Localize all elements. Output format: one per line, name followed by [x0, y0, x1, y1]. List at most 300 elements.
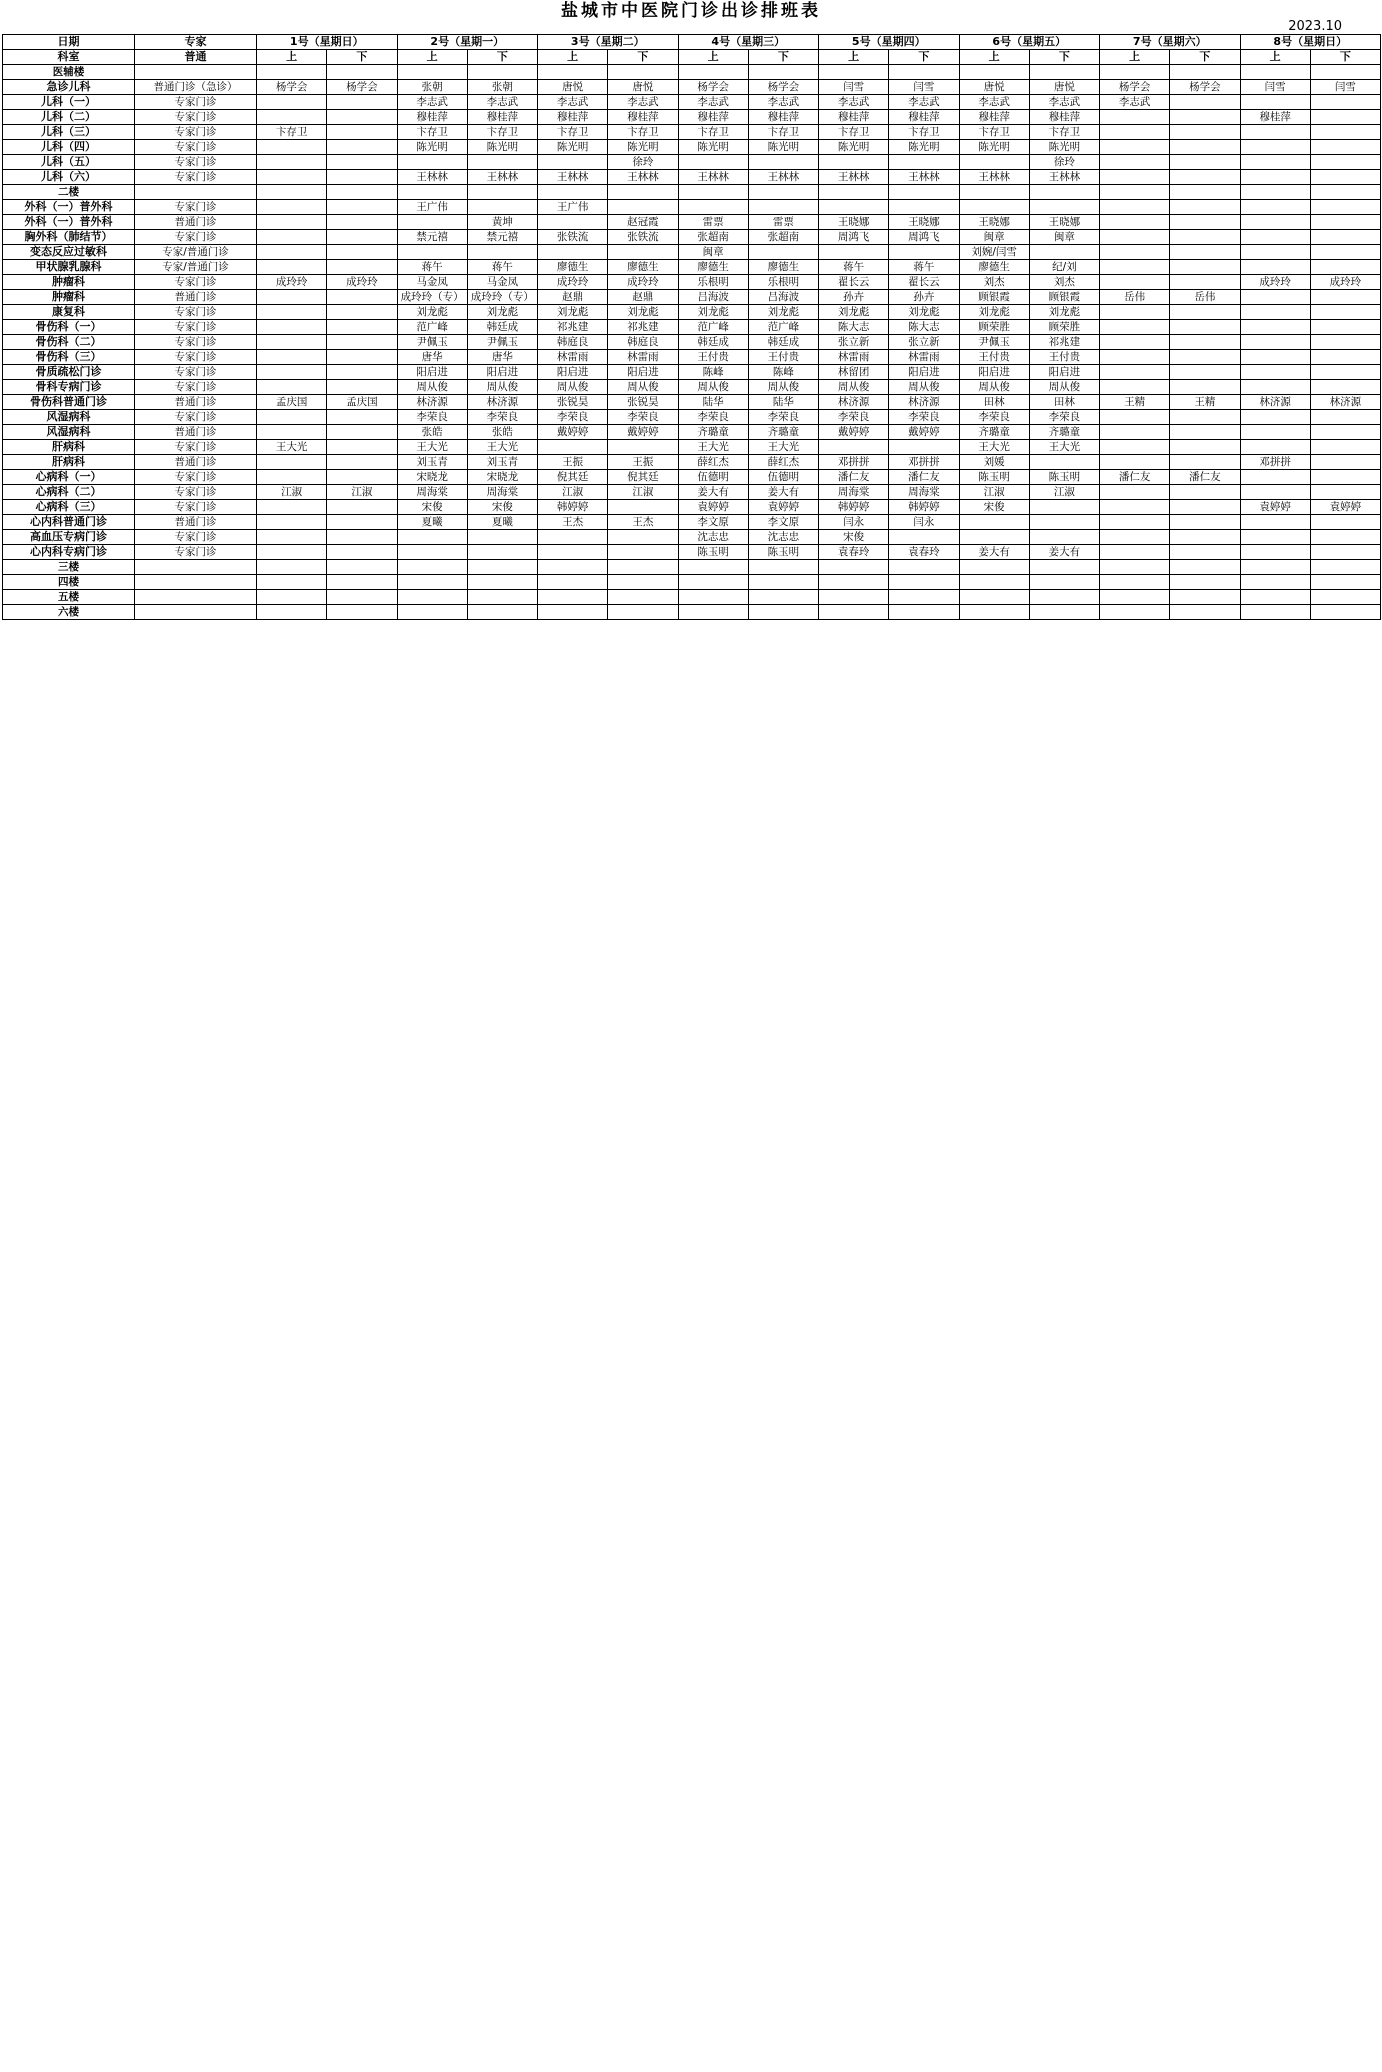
doctor-cell — [1100, 275, 1170, 290]
doctor-cell: 翟长云 — [819, 275, 889, 290]
doctor-cell — [327, 425, 397, 440]
doctor-cell — [327, 335, 397, 350]
schedule-cell — [748, 605, 818, 620]
clinic-type-cell: 专家门诊 — [135, 380, 257, 395]
doctor-cell: 卞存卫 — [397, 125, 467, 140]
doctor-cell — [1310, 410, 1380, 425]
doctor-cell: 陈光明 — [538, 140, 608, 155]
doctor-cell: 潘仁友 — [1170, 470, 1240, 485]
clinic-type-cell: 专家门诊 — [135, 170, 257, 185]
doctor-cell: 张皓 — [467, 425, 537, 440]
doctor-cell: 穆桂萍 — [467, 110, 537, 125]
doctor-cell — [608, 545, 678, 560]
doctor-cell — [1100, 365, 1170, 380]
doctor-cell: 乐根明 — [678, 275, 748, 290]
doctor-cell: 闽章 — [959, 230, 1029, 245]
doctor-cell — [1100, 515, 1170, 530]
schedule-cell — [257, 575, 327, 590]
doctor-cell: 禁元禧 — [467, 230, 537, 245]
doctor-cell: 戴婷婷 — [889, 425, 959, 440]
doctor-cell: 廖德生 — [678, 260, 748, 275]
doctor-cell — [1029, 530, 1099, 545]
schedule-cell — [1240, 65, 1310, 80]
doctor-cell: 穆桂萍 — [819, 110, 889, 125]
doctor-cell: 邓拼拼 — [889, 455, 959, 470]
doctor-cell: 江淑 — [608, 485, 678, 500]
schedule-cell — [889, 590, 959, 605]
doctor-cell — [257, 215, 327, 230]
doctor-cell — [1170, 410, 1240, 425]
doctor-cell: 杨学会 — [748, 80, 818, 95]
doctor-cell — [538, 245, 608, 260]
schedule-cell — [397, 65, 467, 80]
schedule-cell — [327, 605, 397, 620]
doctor-cell: 刘龙彪 — [959, 305, 1029, 320]
doctor-cell: 刘杰 — [959, 275, 1029, 290]
doctor-cell — [327, 155, 397, 170]
doctor-cell: 周海棠 — [889, 485, 959, 500]
department-cell: 儿科（五） — [3, 155, 135, 170]
doctor-cell: 张锐昊 — [538, 395, 608, 410]
doctor-cell — [1310, 470, 1380, 485]
doctor-cell: 王大光 — [467, 440, 537, 455]
table-row — [3, 155, 1381, 170]
doctor-cell: 周从俊 — [1029, 380, 1099, 395]
doctor-cell — [327, 305, 397, 320]
schedule-cell — [678, 65, 748, 80]
doctor-cell: 陈光明 — [467, 140, 537, 155]
doctor-cell — [397, 545, 467, 560]
doctor-cell — [327, 95, 397, 110]
doctor-cell: 刘玉青 — [397, 455, 467, 470]
header-cell: 上 — [257, 50, 327, 65]
doctor-cell — [1100, 305, 1170, 320]
doctor-cell — [889, 155, 959, 170]
doctor-cell: 王付贵 — [1029, 350, 1099, 365]
doctor-cell — [327, 170, 397, 185]
doctor-cell: 林济源 — [1310, 395, 1380, 410]
doctor-cell: 陈玉明 — [748, 545, 818, 560]
doctor-cell — [538, 155, 608, 170]
doctor-cell: 周从俊 — [467, 380, 537, 395]
doctor-cell: 闫雪 — [1310, 80, 1380, 95]
doctor-cell: 张超南 — [748, 230, 818, 245]
doctor-cell: 林济源 — [397, 395, 467, 410]
doctor-cell: 李荣良 — [678, 410, 748, 425]
doctor-cell: 张铁流 — [538, 230, 608, 245]
table-row — [3, 530, 1381, 545]
doctor-cell: 王晓娜 — [1029, 215, 1099, 230]
doctor-cell: 张锐昊 — [608, 395, 678, 410]
doctor-cell: 陈光明 — [608, 140, 678, 155]
doctor-cell: 李荣良 — [1029, 410, 1099, 425]
doctor-cell: 闫雪 — [819, 80, 889, 95]
schedule-cell — [1029, 560, 1099, 575]
header-cell: 5号（星期四） — [819, 35, 960, 50]
doctor-cell: 戴婷婷 — [538, 425, 608, 440]
table-row — [3, 230, 1381, 245]
header-cell: 下 — [608, 50, 678, 65]
department-cell: 儿科（六） — [3, 170, 135, 185]
doctor-cell: 周从俊 — [819, 380, 889, 395]
doctor-cell: 陈光明 — [959, 140, 1029, 155]
doctor-cell: 成玲玲（专） — [467, 290, 537, 305]
doctor-cell — [327, 455, 397, 470]
header-cell: 上 — [678, 50, 748, 65]
doctor-cell — [1170, 455, 1240, 470]
doctor-cell: 张朝 — [397, 80, 467, 95]
doctor-cell: 李志武 — [819, 95, 889, 110]
department-cell: 风湿病科 — [3, 410, 135, 425]
doctor-cell — [1029, 245, 1099, 260]
schedule-cell — [748, 185, 818, 200]
doctor-cell: 夏曦 — [397, 515, 467, 530]
department-cell: 骨质疏松门诊 — [3, 365, 135, 380]
table-row — [3, 305, 1381, 320]
doctor-cell: 穆桂萍 — [397, 110, 467, 125]
schedule-cell — [257, 65, 327, 80]
schedule-cell — [1240, 560, 1310, 575]
doctor-cell — [327, 470, 397, 485]
doctor-cell — [1170, 200, 1240, 215]
table-row — [3, 350, 1381, 365]
doctor-cell — [327, 530, 397, 545]
doctor-cell: 刘龙彪 — [678, 305, 748, 320]
doctor-cell: 袁婷婷 — [1240, 500, 1310, 515]
department-cell: 心病科（一） — [3, 470, 135, 485]
doctor-cell — [959, 200, 1029, 215]
table-row — [3, 215, 1381, 230]
schedule-cell — [819, 185, 889, 200]
doctor-cell: 王大光 — [748, 440, 818, 455]
doctor-cell — [1100, 320, 1170, 335]
schedule-cell — [327, 65, 397, 80]
doctor-cell — [748, 155, 818, 170]
header-cell: 上 — [959, 50, 1029, 65]
clinic-type-cell: 专家门诊 — [135, 125, 257, 140]
department-cell: 肿瘤科 — [3, 290, 135, 305]
doctor-cell — [889, 245, 959, 260]
schedule-cell — [135, 575, 257, 590]
doctor-cell — [1240, 470, 1310, 485]
schedule-cell — [1170, 575, 1240, 590]
doctor-cell: 周海棠 — [467, 485, 537, 500]
clinic-type-cell: 专家/普通门诊 — [135, 245, 257, 260]
doctor-cell: 宋俊 — [819, 530, 889, 545]
floor-label: 二楼 — [3, 185, 135, 200]
schedule-cell — [257, 185, 327, 200]
schedule-cell — [1310, 65, 1380, 80]
department-cell: 外科（一）普外科 — [3, 215, 135, 230]
doctor-cell: 闫雪 — [889, 80, 959, 95]
doctor-cell: 陈峰 — [678, 365, 748, 380]
doctor-cell: 唐悦 — [1029, 80, 1099, 95]
table-row — [3, 500, 1381, 515]
doctor-cell — [257, 140, 327, 155]
doctor-cell — [257, 470, 327, 485]
schedule-cell — [959, 65, 1029, 80]
doctor-cell: 陈光明 — [819, 140, 889, 155]
doctor-cell: 阳启进 — [397, 365, 467, 380]
doctor-cell: 王付贵 — [748, 350, 818, 365]
schedule-cell — [1310, 185, 1380, 200]
doctor-cell — [1100, 545, 1170, 560]
doctor-cell: 王林林 — [819, 170, 889, 185]
doctor-cell — [327, 245, 397, 260]
doctor-cell: 祁兆建 — [608, 320, 678, 335]
schedule-cell — [467, 560, 537, 575]
doctor-cell: 周从俊 — [538, 380, 608, 395]
schedule-cell — [257, 590, 327, 605]
doctor-cell: 韩廷成 — [678, 335, 748, 350]
doctor-cell: 卞存卫 — [819, 125, 889, 140]
doctor-cell — [1170, 125, 1240, 140]
doctor-cell: 吕海波 — [748, 290, 818, 305]
doctor-cell — [1170, 530, 1240, 545]
clinic-type-cell: 专家门诊 — [135, 200, 257, 215]
floor-label: 四楼 — [3, 575, 135, 590]
doctor-cell — [1310, 530, 1380, 545]
doctor-cell — [327, 320, 397, 335]
schedule-cell — [397, 605, 467, 620]
doctor-cell: 韩婷婷 — [889, 500, 959, 515]
schedule-cell — [748, 590, 818, 605]
clinic-type-cell: 专家门诊 — [135, 485, 257, 500]
doctor-cell — [1240, 170, 1310, 185]
schedule-cell — [327, 590, 397, 605]
doctor-cell — [1310, 380, 1380, 395]
doctor-cell — [1170, 425, 1240, 440]
doctor-cell: 江淑 — [257, 485, 327, 500]
doctor-cell: 倪其廷 — [538, 470, 608, 485]
schedule-cell — [538, 590, 608, 605]
doctor-cell: 闫永 — [889, 515, 959, 530]
doctor-cell — [257, 110, 327, 125]
schedule-table — [2, 34, 1381, 620]
schedule-cell — [1240, 590, 1310, 605]
clinic-type-cell: 普通门诊（急诊） — [135, 80, 257, 95]
doctor-cell — [327, 200, 397, 215]
doctor-cell: 田林 — [1029, 395, 1099, 410]
doctor-cell: 廖德生 — [538, 260, 608, 275]
doctor-cell: 成玲玲 — [1240, 275, 1310, 290]
header-cell: 上 — [397, 50, 467, 65]
doctor-cell: 赵鼎 — [538, 290, 608, 305]
doctor-cell — [257, 170, 327, 185]
doctor-cell — [1240, 305, 1310, 320]
floor-label: 五楼 — [3, 590, 135, 605]
doctor-cell: 张皓 — [397, 425, 467, 440]
doctor-cell: 夏曦 — [467, 515, 537, 530]
doctor-cell — [889, 530, 959, 545]
schedule-cell — [1100, 605, 1170, 620]
doctor-cell — [257, 95, 327, 110]
doctor-cell: 王大光 — [678, 440, 748, 455]
doctor-cell: 邓拼拼 — [819, 455, 889, 470]
doctor-cell: 林雷雨 — [538, 350, 608, 365]
doctor-cell — [257, 200, 327, 215]
header-cell: 下 — [467, 50, 537, 65]
doctor-cell — [1310, 365, 1380, 380]
floor-label: 医辅楼 — [3, 65, 135, 80]
schedule-cell — [467, 185, 537, 200]
floor-row — [3, 65, 1381, 80]
schedule-cell — [135, 605, 257, 620]
schedule-cell — [748, 65, 818, 80]
doctor-cell: 孙卉 — [819, 290, 889, 305]
doctor-cell: 韩庭良 — [608, 335, 678, 350]
schedule-cell — [1029, 605, 1099, 620]
doctor-cell: 江淑 — [327, 485, 397, 500]
schedule-cell — [608, 605, 678, 620]
department-cell: 心病科（二） — [3, 485, 135, 500]
schedule-cell — [1310, 605, 1380, 620]
doctor-cell: 李荣良 — [397, 410, 467, 425]
doctor-cell — [257, 455, 327, 470]
doctor-cell — [327, 380, 397, 395]
doctor-cell — [748, 200, 818, 215]
department-cell: 骨伤科（三） — [3, 350, 135, 365]
doctor-cell: 袁春玲 — [889, 545, 959, 560]
doctor-cell — [1240, 140, 1310, 155]
doctor-cell: 袁婷婷 — [748, 500, 818, 515]
doctor-cell: 成玲玲 — [257, 275, 327, 290]
doctor-cell: 袁婷婷 — [678, 500, 748, 515]
doctor-cell: 马金凤 — [397, 275, 467, 290]
doctor-cell: 唐悦 — [608, 80, 678, 95]
clinic-type-cell: 专家门诊 — [135, 140, 257, 155]
doctor-cell — [1100, 380, 1170, 395]
doctor-cell — [1100, 530, 1170, 545]
doctor-cell — [1310, 305, 1380, 320]
header-cell: 下 — [1170, 50, 1240, 65]
doctor-cell — [1170, 140, 1240, 155]
doctor-cell: 纪/刘 — [1029, 260, 1099, 275]
schedule-cell — [819, 605, 889, 620]
table-row — [3, 545, 1381, 560]
table-row — [3, 395, 1381, 410]
schedule-cell — [327, 575, 397, 590]
doctor-cell — [257, 380, 327, 395]
table-row — [3, 320, 1381, 335]
schedule-cell — [327, 185, 397, 200]
doctor-cell: 刘媛 — [959, 455, 1029, 470]
department-cell: 心病科（三） — [3, 500, 135, 515]
doctor-cell: 王晓娜 — [819, 215, 889, 230]
doctor-cell — [467, 545, 537, 560]
doctor-cell: 刘龙彪 — [819, 305, 889, 320]
doctor-cell: 薛红杰 — [748, 455, 818, 470]
doctor-cell: 张立新 — [819, 335, 889, 350]
clinic-type-cell: 专家门诊 — [135, 440, 257, 455]
doctor-cell: 徐玲 — [1029, 155, 1099, 170]
doctor-cell — [1240, 365, 1310, 380]
schedule-cell — [1029, 65, 1099, 80]
doctor-cell: 李志武 — [467, 95, 537, 110]
doctor-cell: 宋俊 — [467, 500, 537, 515]
department-cell: 骨伤科（一） — [3, 320, 135, 335]
header-cell: 下 — [327, 50, 397, 65]
doctor-cell — [1240, 245, 1310, 260]
doctor-cell: 沈志忠 — [748, 530, 818, 545]
doctor-cell — [1240, 95, 1310, 110]
doctor-cell: 王杰 — [538, 515, 608, 530]
doctor-cell — [1100, 440, 1170, 455]
doctor-cell — [327, 110, 397, 125]
doctor-cell — [1170, 350, 1240, 365]
doctor-cell: 周鸿飞 — [819, 230, 889, 245]
doctor-cell — [1100, 230, 1170, 245]
doctor-cell: 陈大志 — [889, 320, 959, 335]
doctor-cell — [1100, 485, 1170, 500]
doctor-cell — [1100, 170, 1170, 185]
header-cell: 1号（星期日） — [257, 35, 398, 50]
doctor-cell: 陈玉明 — [678, 545, 748, 560]
clinic-type-cell: 专家门诊 — [135, 155, 257, 170]
doctor-cell: 张铁流 — [608, 230, 678, 245]
doctor-cell: 穆桂萍 — [678, 110, 748, 125]
schedule-cell — [538, 185, 608, 200]
header-cell: 4号（星期三） — [678, 35, 819, 50]
doctor-cell — [1029, 200, 1099, 215]
doctor-cell: 杨学会 — [1100, 80, 1170, 95]
doctor-cell: 李荣良 — [748, 410, 818, 425]
header-row-dates — [3, 35, 1381, 50]
department-cell: 肝病科 — [3, 440, 135, 455]
table-row — [3, 365, 1381, 380]
doctor-cell — [1310, 95, 1380, 110]
doctor-cell: 陈玉明 — [1029, 470, 1099, 485]
doctor-cell — [1170, 155, 1240, 170]
doctor-cell: 陈光明 — [748, 140, 818, 155]
table-row — [3, 440, 1381, 455]
doctor-cell: 周从俊 — [959, 380, 1029, 395]
doctor-cell: 穆桂萍 — [889, 110, 959, 125]
doctor-cell: 韩廷成 — [467, 320, 537, 335]
doctor-cell: 王晓娜 — [889, 215, 959, 230]
schedule-cell — [135, 560, 257, 575]
clinic-type-cell: 专家门诊 — [135, 545, 257, 560]
department-cell: 康复科 — [3, 305, 135, 320]
floor-row — [3, 185, 1381, 200]
doctor-cell — [1170, 380, 1240, 395]
clinic-type-cell: 专家门诊 — [135, 530, 257, 545]
doctor-cell: 张立新 — [889, 335, 959, 350]
header-cell: 上 — [1100, 50, 1170, 65]
doctor-cell — [1310, 110, 1380, 125]
doctor-cell: 刘龙彪 — [1029, 305, 1099, 320]
doctor-cell — [1100, 125, 1170, 140]
table-row — [3, 125, 1381, 140]
doctor-cell — [1029, 455, 1099, 470]
doctor-cell: 范广峰 — [678, 320, 748, 335]
doctor-cell: 闫雪 — [1240, 80, 1310, 95]
header-cell: 上 — [1240, 50, 1310, 65]
floor-row — [3, 560, 1381, 575]
doctor-cell: 袁婷婷 — [1310, 500, 1380, 515]
table-row — [3, 410, 1381, 425]
doctor-cell — [1310, 455, 1380, 470]
doctor-cell — [257, 515, 327, 530]
doctor-cell: 禁元禧 — [397, 230, 467, 245]
doctor-cell — [1170, 260, 1240, 275]
clinic-type-cell: 专家门诊 — [135, 230, 257, 245]
doctor-cell — [748, 245, 818, 260]
doctor-cell: 林济源 — [819, 395, 889, 410]
schedule-cell — [1029, 575, 1099, 590]
table-row — [3, 290, 1381, 305]
doctor-cell — [1240, 215, 1310, 230]
